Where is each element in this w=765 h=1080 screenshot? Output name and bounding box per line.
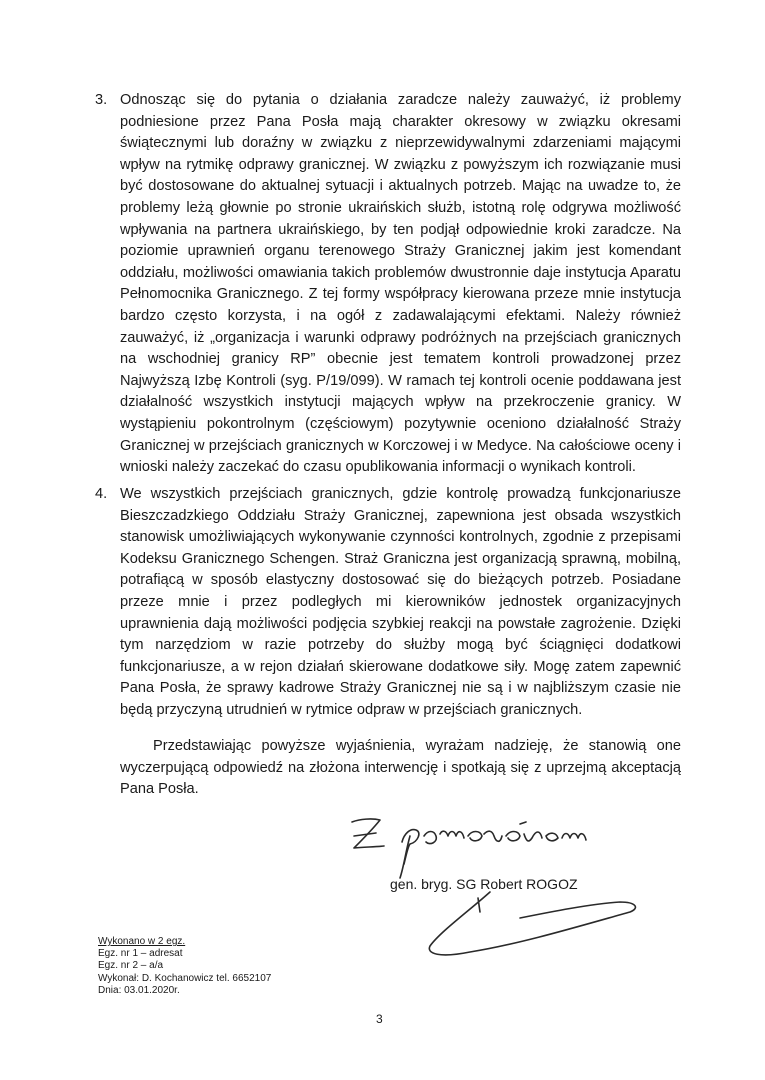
closing-paragraph: Przedstawiając powyższe wyjaśnienia, wyrażam nadzieję, że stanowią one wyczerpującą odpowiedź na złożona interwencję i spotkają się z uprzejmą akceptacją Pana Posła. bbox=[120, 738, 681, 798]
date-line: Dnia: 03.01.2020r. bbox=[98, 984, 180, 996]
author-line: Wykonał: D. Kochanowicz tel. 6652107 bbox=[98, 972, 272, 984]
document-footer bbox=[98, 936, 271, 997]
item-number: 3. bbox=[95, 92, 108, 108]
item-number: 4. bbox=[95, 486, 108, 502]
list-item-3 bbox=[95, 90, 681, 479]
list-item-4 bbox=[95, 484, 681, 722]
item-text: Odnosząc się do pytania o działania zaradcze należy zauważyć, iż problemy podniesione przez Pana Posła mają charakter okresowy w związku okresami świątecznymi lub doraźny w związku z nieprzewidywalnymi zdarzeniami mającymi wpływ na rytmikę odprawy granicznej. W związku z powyższym ich rozwiązanie musi być dostosowane do aktualnej sytuacji i aktualnych potrzeb. Mając na uwadze to, że problemy leżą głownie po stronie ukraińskich służb, istotną rolę odgrywa możliwość wpływania na partnera ukraińskiego, by ten podjął odpowiednie kroki zaradcze. Na poziomie uprawnień organu terenowego Straży Granicznej jakim jest komendant oddziału, możliwości omawiania takich problemów dwustronnie daje instytucja Aparatu Pełnomocnika Granicznego. Z tej formy współpracy kierowana przeze mnie instytucja bardzo często korzysta, i na ogół z zadawalającymi efektami. Należy również zauważyć, iż „organizacja i warunki odprawy podróżnych na przejściach granicznych na wschodniej granicy RP” obecnie jest tematem kontroli prowadzonej przez Najwyższą Izbę Kontroli (syg. P/19/099). W ramach tej kontroli ocenie poddawana jest działalność wszystkich instytucji mających wpływ na przekroczenie granicy. W wystąpieniu pokontrolnym (częściowym) pozytywnie oceniono działalność Straży Granicznej w przejściach granicznych w Korczowej i w Medyce. Na całościowe oceny i wnioski należy zaczekać do czasu opublikowania informacji o wynikach kontroli. bbox=[120, 92, 681, 476]
copy-2: Egz. nr 2 – a/a bbox=[98, 960, 164, 972]
copy-1: Egz. nr 1 – adresat bbox=[98, 948, 183, 960]
item-text: We wszystkich przejściach granicznych, gdzie kontrolę prowadzą funkcjonariusze Bieszczadzkiego Oddziału Straży Granicznej, zapewniona jest obsada wszystkich stanowisk umożliwiających wykonywanie czynności kontrolnych, zgodnie z przepisami Kodeksu Granicznego Schengen. Straż Graniczna jest organizacją sprawną, mobilną, potrafiącą w sposób elastyczny dostosować się do bieżących potrzeb. Posiadane przeze mnie i przez podległych mi kierowników jednostek organizacyjnych uprawnienia dają możliwości podjęcia szybkiej reakcji na powstałe zagrożenie. Dzięki tym narzędziom w razie potrzeby do służby mogą być ściągnięci dodatkowi funkcjonariusze, a w rejon działań skierowane dodatkowe siły. Mogę zatem zapewnić Pana Posła, że sprawy kadrowe Straży Granicznej nie są i w najbliższym czasie nie będą przyczyną utrudnień w rytmice odpraw w przejściach granicznych. bbox=[120, 486, 681, 718]
page-number: 3 bbox=[376, 1012, 383, 1026]
signer-name: gen. bryg. SG Robert ROGOZ bbox=[390, 876, 578, 892]
copies-made: Wykonano w 2 egz. bbox=[98, 936, 186, 947]
